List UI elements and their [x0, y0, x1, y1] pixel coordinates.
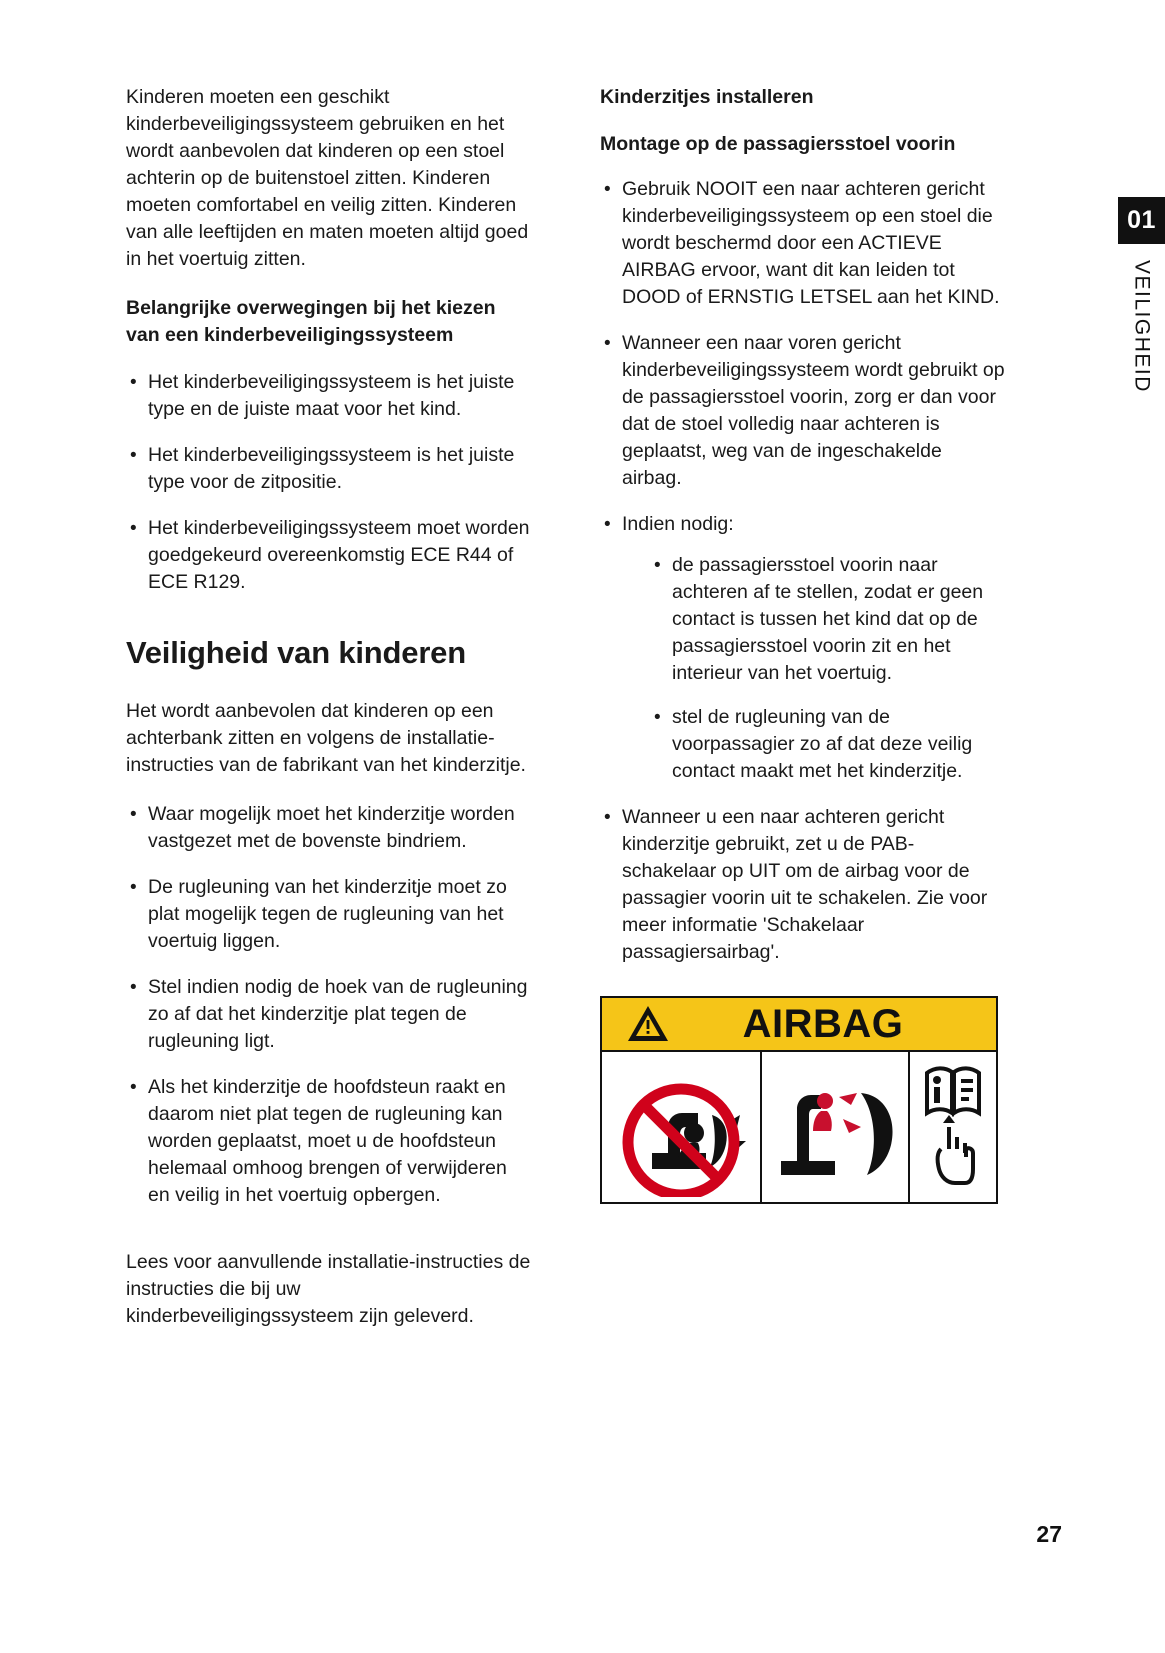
list-item: • Gebruik NOOIT een naar achteren gericht kinderbeveiligingssysteem op een stoel die wordt beschermd door een ACTIEVE AIRBAG ervoor, want dit kan leiden tot DOOD of ERNSTIG LETSEL aan het KIND.: [600, 176, 1005, 311]
seat-airbag-deployment-icon: [762, 1052, 910, 1202]
install-heading: Kinderzitjes installeren: [600, 86, 814, 108]
list-item: • Het kinderbeveiligingssysteem is het juiste type voor de zitpositie.: [126, 442, 531, 496]
front-seat-list: [600, 176, 1005, 966]
chapter-tab: [1118, 197, 1165, 398]
list-item: • Als het kinderzitje de hoofdsteun raakt en daarom niet plat tegen de rugleuning kan worden geplaatst, moet u de hoofdsteun helemaal omhoog brengen of verwijderen en veilig in het voertuig opbergen.: [126, 1074, 531, 1209]
list-item: [600, 511, 1005, 785]
considerations-heading: Belangrijke overwegingen bij het kiezen van een kinderbeveiligingssysteem: [126, 297, 496, 346]
list-item: • Wanneer u een naar achteren gericht kinderzitje gebruikt, zet u de PAB-schakelaar op UIT om de airbag voor de passagier voorin uit te schakelen. Zie voor meer informatie 'Schakelaar passagiersairbag'.: [600, 804, 1005, 966]
page-number: 27: [1036, 1521, 1062, 1547]
no-rear-facing-child-seat-icon: [602, 1052, 762, 1202]
child-safety-list: [126, 801, 531, 1209]
chapter-number: 01: [1118, 197, 1165, 244]
list-item-label: Indien nodig:: [622, 513, 734, 535]
list-item: • stel de rugleuning van de voorpassagier zo af dat deze veilig contact maakt met het kinderzitje.: [650, 704, 1005, 785]
considerations-list: [126, 369, 531, 596]
list-item: • de passagiersstoel voorin naar achteren af te stellen, zodat er geen contact is tussen het kind dat op de passagiersstoel voorin zit en het interieur van het voertuig.: [650, 552, 1005, 687]
list-item: • Het kinderbeveiligingssysteem moet worden goedgekeurd overeenkomstig ECE R44 of ECE R129.: [126, 515, 531, 596]
read-manual-icon: [910, 1052, 996, 1202]
section-intro-paragraph: Het wordt aanbevolen dat kinderen op een achterbank zitten en volgens de installatie-instructies van de fabrikant van het kinderzitje.: [126, 700, 526, 776]
sub-list: [622, 552, 1005, 785]
front-seat-subheading: Montage op de passagiersstoel voorin: [600, 133, 956, 155]
warning-triangle-icon: [626, 1004, 670, 1044]
list-item: • Wanneer een naar voren gericht kinderbeveiligingssysteem wordt gebruikt op de passagiersstoel voorin, zorg er dan voor dat de stoel volledig naar achteren is geplaatst, weg van de ingeschakelde airbag.: [600, 330, 1005, 492]
list-item: • Stel indien nodig de hoek van de rugleuning zo af dat het kinderzitje plat tegen de rugleuning ligt.: [126, 974, 531, 1055]
list-item: • Waar mogelijk moet het kinderzitje worden vastgezet met de bovenste bindriem.: [126, 801, 531, 855]
list-item: • De rugleuning van het kinderzitje moet zo plat mogelijk tegen de rugleuning van het voertuig liggen.: [126, 874, 531, 955]
airbag-title: AIRBAG: [742, 1002, 904, 1046]
spacer: [126, 1229, 531, 1249]
closing-paragraph: Lees voor aanvullende installatie-instructies de instructies die bij uw kinderbeveiligingssysteem zijn geleverd.: [126, 1251, 531, 1327]
list-item: • Het kinderbeveiligingssysteem is het juiste type en de juiste maat voor het kind.: [126, 369, 531, 423]
airbag-warning-label: [600, 996, 998, 1204]
right-column: [600, 84, 1005, 1204]
left-column: [126, 84, 531, 1352]
airbag-pictogram-row: [602, 1052, 996, 1202]
intro-paragraph: Kinderen moeten een geschikt kinderbeveiligingssysteem gebruiken en het wordt aanbevolen dat kinderen op een stoel achterin op de buitenstoel zitten. Kinderen moeten comfortabel en veilig zitten. Kinderen van alle leeftijden en maten moeten altijd goed in het voertuig zitten.: [126, 86, 529, 270]
chapter-label: VEILIGHEID: [1130, 260, 1154, 393]
page-title: Veiligheid van kinderen: [126, 635, 466, 670]
airbag-label-header: [602, 998, 996, 1052]
